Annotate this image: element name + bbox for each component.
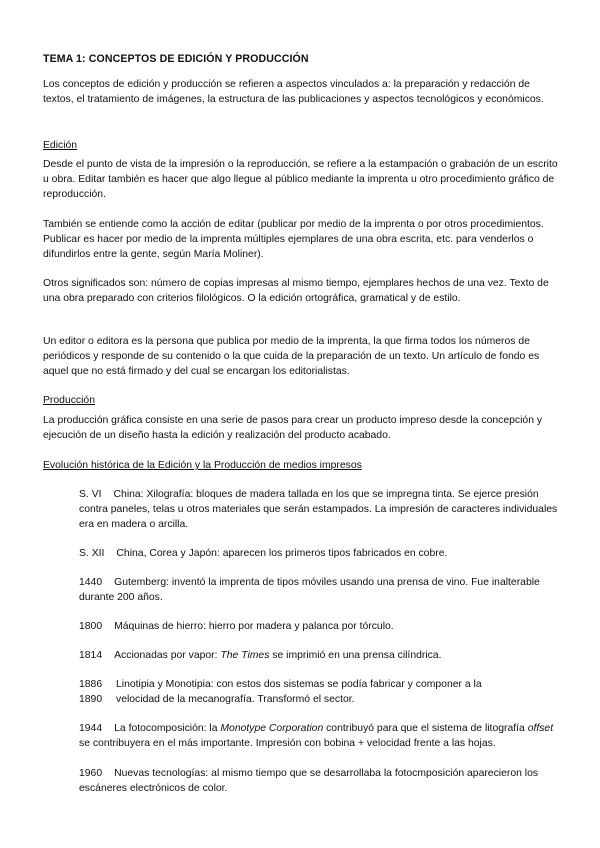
list-item-text: Máquinas de hierro: hierro por madera y palanca por tórculo. (114, 621, 394, 632)
list-item-text: China: Xilografía: bloques de madera tallada en los que se impregna tinta. Se ejerce presión contra paneles, telas u otros materiales que serán estampados. La impresión de caracteres individuales era en madera o arcilla. (79, 489, 558, 530)
produccion-paragraph-1: La producción gráfica consiste en una serie de pasos para crear un producto impreso desde la concepción y ejecución de un diseño hasta la edición y realización del producto acabado. (43, 415, 543, 441)
list-item-text-italic: The Times (220, 650, 270, 661)
edicion-paragraph-1: Desde el punto de vista de la impresión o la reproducción, se refiere a la estampación o grabación de un escrito u obra. Editar también es hacer que algo llegue al público mediante la imprenta u otro procedimiento gráfico de reproducción. (43, 159, 558, 200)
list-item-text-after: se imprimió en una prensa cilíndrica. (269, 650, 442, 661)
list-item-date: 1886 (79, 679, 103, 690)
list-item (79, 721, 561, 751)
list-item-text: Linotipia y Monotipia: con estos dos sistemas se podía fabricar y componer a la velocidad de la mecanografía. Transformó el sector. (116, 679, 482, 705)
list-item-date: S. XII (79, 548, 105, 559)
list-item (79, 546, 561, 561)
list-item-date: 1800 (79, 621, 103, 632)
list-item (79, 648, 561, 663)
intro-paragraph: Los conceptos de edición y producción se refieren a aspectos vinculados a: la preparación y redacción de textos, el tratamiento de imágenes, la estructura de las publicaciones y aspectos tecnológicos y económicos. (43, 79, 544, 105)
evolucion-heading: Evolución histórica de la Edición y la Producción de medios impresos (43, 460, 362, 471)
list-item (79, 575, 561, 605)
list-item-date: 1440 (79, 577, 103, 588)
edicion-paragraph-2: También se entiende como la acción de editar (publicar por medio de la imprenta o por otros procedimientos. Publicar es hacer por medio de la imprenta múltiples ejemplares de una obra escrita, etc. para venderlos o difundirlos entre la gente, según María Moliner). (43, 219, 544, 260)
list-item-text-after: se contribuyera en el más importante. Impresión con bobina + velocidad frente a las hojas. (79, 738, 496, 749)
list-item-date: 1944 (79, 723, 103, 734)
edicion-heading: Edición (43, 140, 78, 151)
edicion-paragraph-4: Un editor o editora es la persona que publica por medio de la imprenta, la que firma todos los números de periódicos y responde de su contenido o la que cuida de la preparación de un texto. Un artículo de fondo es aquel que no está firmado y del cual se encargan los editorialistas. (43, 336, 540, 377)
list-item-text-before: La fotocomposición: la (114, 723, 221, 734)
list-item-text-mid: contribuyó para que el sistema de litografía (323, 723, 528, 734)
list-item (79, 487, 561, 532)
list-item (79, 766, 561, 796)
list-item-date-2: 1890 (79, 694, 103, 705)
page-title: TEMA 1: CONCEPTOS DE EDICIÓN Y PRODUCCIÓN (43, 53, 309, 65)
list-item-date: 1814 (79, 650, 103, 661)
edicion-paragraph-3: Otros significados son: número de copias impresas al mismo tiempo, ejemplares hechos de una vez. Texto de una obra preparado con criterios filológicos. O la edición ortográfica, gramatical y de estilo. (43, 278, 549, 304)
list-item-text-italic: Monotype Corporation (220, 723, 324, 734)
list-item-date: 1960 (79, 768, 103, 779)
list-item-date: S. VI (79, 489, 102, 500)
list-item-text: China, Corea y Japón: aparecen los primeros tipos fabricados en cobre. (116, 548, 448, 559)
list-item-text: Nuevas tecnologías: al mismo tiempo que se desarrollaba la fotocmposición aparecieron los escáneres electrónicos de color. (79, 768, 539, 794)
list-item-text: Gutemberg: inventó la imprenta de tipos móviles usando una prensa de vino. Fue inalterable durante 200 años. (79, 577, 540, 603)
list-item (79, 619, 561, 634)
list-item-text-before: Accionadas por vapor: (114, 650, 221, 661)
produccion-heading: Producción (43, 395, 95, 406)
list-item-text-italic-2: offset (527, 723, 554, 734)
